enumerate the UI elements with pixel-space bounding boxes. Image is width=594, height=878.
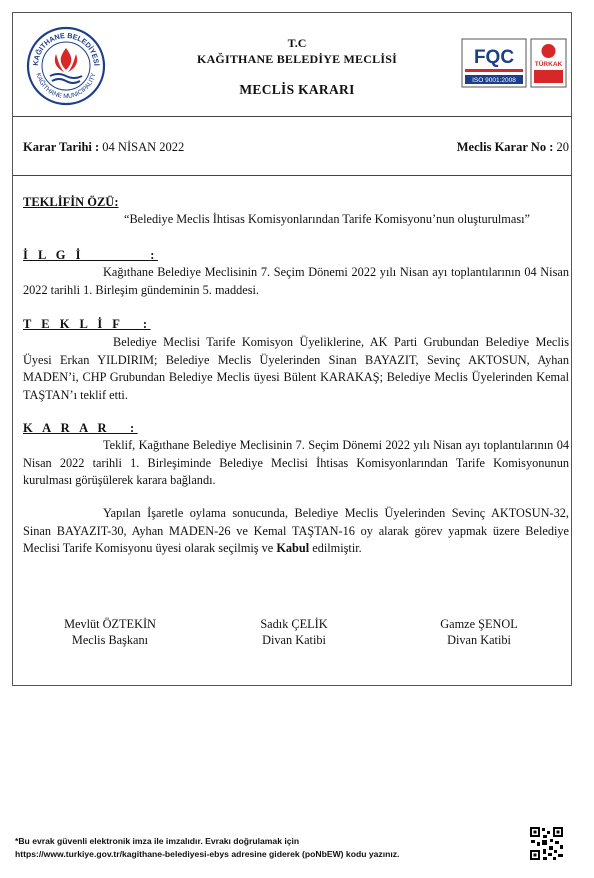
karar-text-2-main: Yapılan İşaretle oylama sonucunda, Belediye Meclis Üyelerinden Sevinç AKTOSUN-32, Sinan BAYAZIT-30, Ayhan MADEN-26 ve Kemal TAŞTAN-16 oy alarak görev yapmak üzere Belediye Meclisi Tarife Komisyonu üyesi olarak seçilmiş ve [23, 506, 569, 555]
section-teklif-label: T E K L İ F [23, 317, 123, 331]
e-signature-footer [15, 835, 399, 861]
section-ozu-heading: TEKLİFİN ÖZÜ: [23, 195, 119, 209]
header-tc: T.C [287, 36, 307, 50]
decision-number-label: Meclis Karar No : [456, 140, 554, 154]
section-karar-text-2 [23, 505, 569, 558]
decision-date-value: 04 NİSAN 2022 [102, 140, 185, 154]
decision-date-label: Karar Tarihi : [23, 140, 100, 154]
divider-top [13, 116, 572, 117]
section-ilgi-heading [23, 248, 158, 263]
svg-text:KAĞITHANE BELEDİYESİ: KAĞITHANE BELEDİYESİ [30, 30, 102, 67]
section-ozu-text: “Belediye Meclis İhtisas Komisyonlarından Tarife Komisyonu’nun oluşturulması” [123, 212, 530, 226]
section-karar-label: K A R A R [23, 421, 111, 435]
decision-number [457, 140, 569, 155]
decision-number-value: 20 [556, 140, 569, 154]
signature-block-2 [204, 616, 384, 648]
signature-name: Sadık ÇELİK [260, 617, 328, 631]
document-title: MECLİS KARARI [239, 82, 355, 97]
section-teklif-text: Belediye Meclisi Tarife Komisyon Üyeliklerine, AK Parti Grubundan Belediye Meclis Üyesi Erkan YILDIRIM; Belediye Meclis Üyelerinden Sinan BAYAZIT, Sevinç AKTOSUN, Ayhan MADEN’i, CHP Grubundan Belediye Meclis üyesi Bülent KARAKAŞ; Belediye Meclis Üyelerinden Kemal TAŞTAN’ı teklif etti. [23, 335, 569, 402]
section-teklif-heading [23, 317, 151, 332]
qr-code-icon[interactable] [529, 826, 564, 861]
decision-date [23, 140, 184, 155]
karar-text-2-end: edilmiştir. [309, 541, 362, 555]
section-karar-text-1: Teklif, Kağıthane Belediye Meclisinin 7. Seçim Dönemi 2022 yılı Nisan ayı toplantılarının 04 Nisan 2022 tarihli 1. Birleşiminde Belediye Meclisi İhtisas Komisyonlarından Tarife Komisyonunun kurulması görüşülerek karara bağlandı. [23, 438, 569, 487]
svg-text:TÜRKAK: TÜRKAK [534, 61, 563, 68]
karar-text-2-kabul: Kabul [276, 541, 310, 555]
signature-name: Mevlüt ÖZTEKİN [64, 617, 156, 631]
footer-line-1: *Bu evrak güvenli elektronik imza ile imzalıdır. Evrakı doğrulamak için [15, 836, 300, 846]
section-karar-heading [23, 421, 138, 436]
signature-role: Divan Katibi [262, 633, 326, 647]
section-ilgi-label: İ L G İ [23, 248, 84, 262]
section-ilgi-colon: : [150, 248, 158, 262]
signature-role: Meclis Başkanı [71, 633, 149, 647]
svg-text:FQC: FQC [473, 47, 515, 68]
divider-bottom [13, 175, 572, 176]
section-karar-colon: : [129, 421, 138, 435]
signature-name: Gamze ŞENOL [440, 617, 518, 631]
section-ilgi-text: Kağıthane Belediye Meclisinin 7. Seçim Dönemi 2022 yılı Nisan ayı toplantılarının 04 Nisan 2022 tarihli 1. Birleşim gündeminin 5. maddesi. [23, 265, 569, 297]
header-municipality: KAĞITHANE BELEDİYE MECLİSİ [197, 52, 397, 66]
signature-block-1 [20, 616, 200, 648]
signature-role: Divan Katibi [447, 633, 511, 647]
svg-text:KAĞITHANE MUNICIPALITY: KAĞITHANE MUNICIPALITY [34, 72, 98, 101]
footer-line-2: https://www.turkiye.gov.tr/kagithane-belediyesi-ebys adresine giderek (poNbEW) kodu yazınız. [15, 849, 400, 859]
signature-block-3 [389, 616, 569, 648]
svg-text:ISO 9001:2008: ISO 9001:2008 [472, 77, 516, 84]
section-teklif-colon: : [142, 317, 151, 331]
